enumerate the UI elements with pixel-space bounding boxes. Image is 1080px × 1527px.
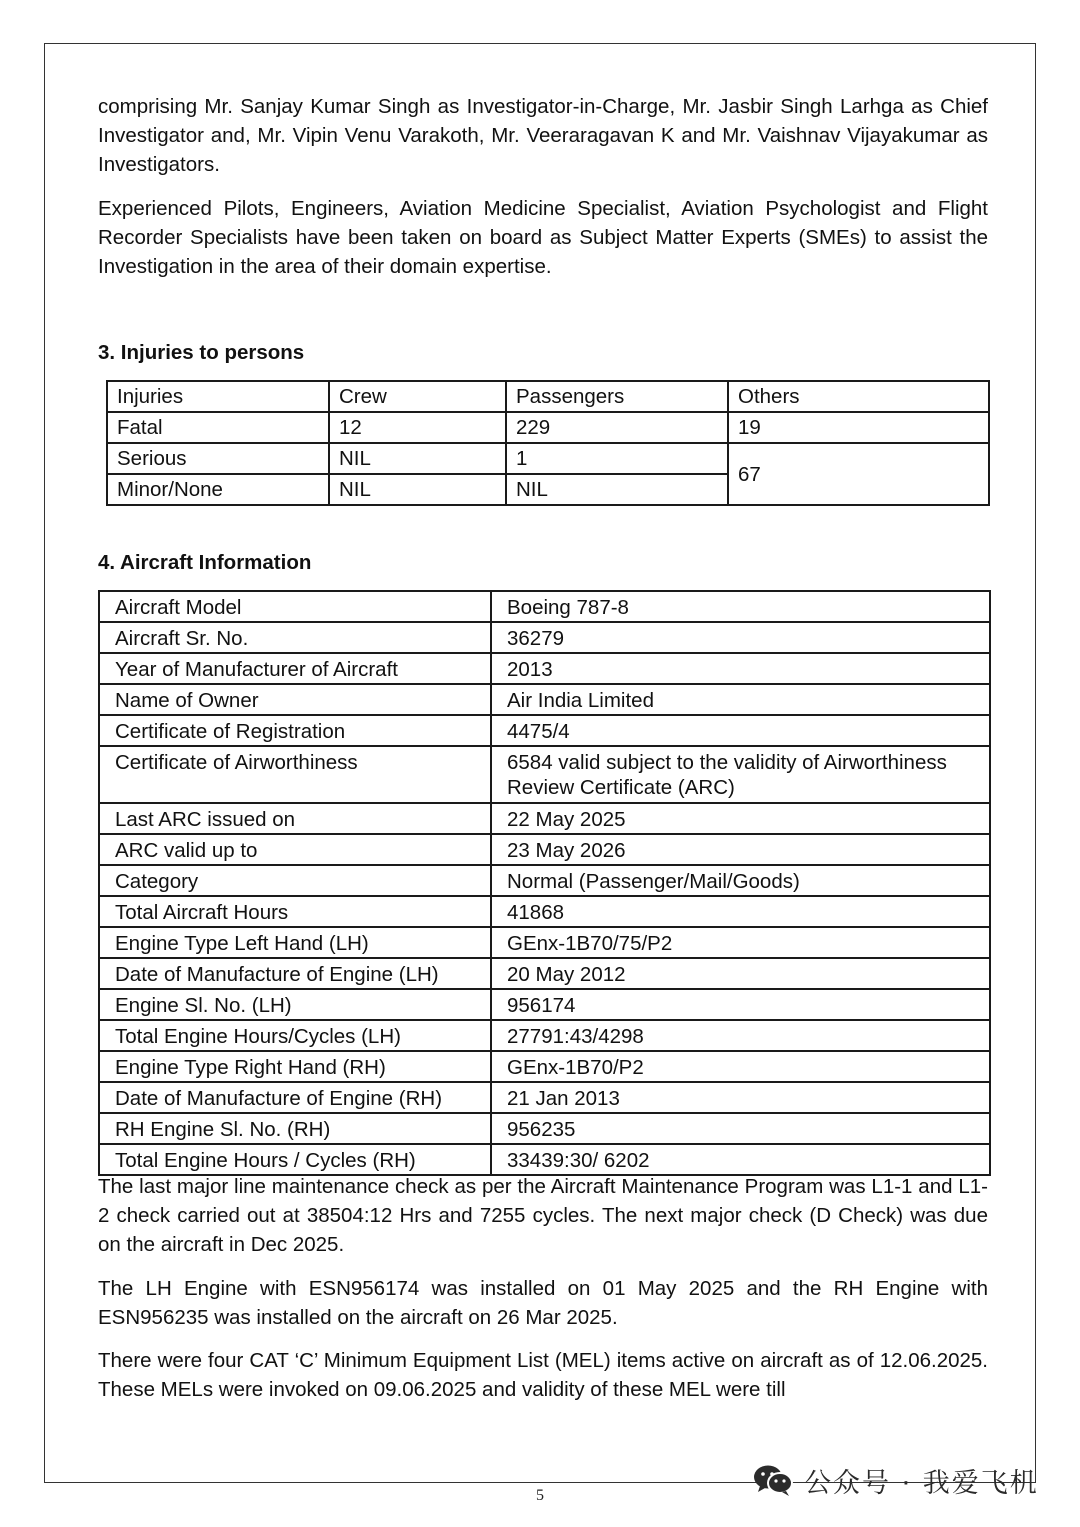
passengers-cell: 1	[506, 443, 728, 474]
table-row	[99, 591, 990, 622]
field-label: Total Aircraft Hours	[99, 896, 491, 927]
header-crew: Crew	[329, 381, 506, 412]
table-row	[99, 834, 990, 865]
row-label: Serious	[107, 443, 329, 474]
header-injuries: Injuries	[107, 381, 329, 412]
passengers-cell: NIL	[506, 474, 728, 505]
field-value: Air India Limited	[491, 684, 990, 715]
table-row	[99, 1051, 990, 1082]
field-value: 41868	[491, 896, 990, 927]
field-label: Engine Type Right Hand (RH)	[99, 1051, 491, 1082]
field-label: Total Engine Hours / Cycles (RH)	[99, 1144, 491, 1175]
field-label: Certificate of Airworthiness	[99, 746, 491, 803]
field-value: 22 May 2025	[491, 803, 990, 834]
field-label: ARC valid up to	[99, 834, 491, 865]
field-value: 956174	[491, 989, 990, 1020]
intro-paragraph-2: Experienced Pilots, Engineers, Aviation Medicine Specialist, Aviation Psychologist and Flight Recorder Specialists have been taken on board as Subject Matter Experts (SMEs) to assist the Investigation in the area of their domain expertise.	[98, 197, 988, 278]
field-value: 2013	[491, 653, 990, 684]
table-row	[99, 746, 990, 803]
field-label: Name of Owner	[99, 684, 491, 715]
field-value: 4475/4	[491, 715, 990, 746]
header-others: Others	[728, 381, 989, 412]
field-value: 36279	[491, 622, 990, 653]
header-passengers: Passengers	[506, 381, 728, 412]
injuries-table	[106, 380, 990, 506]
field-label: Date of Manufacture of Engine (RH)	[99, 1082, 491, 1113]
field-value: Boeing 787-8	[491, 591, 990, 622]
table-row	[107, 443, 989, 474]
aircraft-info-table	[98, 590, 991, 1176]
table-row	[99, 715, 990, 746]
row-label: Fatal	[107, 412, 329, 443]
field-value: Normal (Passenger/Mail/Goods)	[491, 865, 990, 896]
field-label: Year of Manufacturer of Aircraft	[99, 653, 491, 684]
field-label: Engine Sl. No. (LH)	[99, 989, 491, 1020]
aircraft-heading: 4. Aircraft Information	[98, 551, 312, 574]
table-row	[99, 927, 990, 958]
table-row	[107, 412, 989, 443]
table-row	[99, 1020, 990, 1051]
watermark-text: 公众号 · 我爱飞机	[804, 1467, 1039, 1499]
passengers-cell: 229	[506, 412, 728, 443]
field-value: 20 May 2012	[491, 958, 990, 989]
row-label: Minor/None	[107, 474, 329, 505]
table-row	[99, 896, 990, 927]
maintenance-paragraph: The last major line maintenance check as per the Aircraft Maintenance Program was L1-1 and L1-2 check carried out at 38504:12 Hrs and 7255 cycles. The next major check (D Check) was due on the aircraft in Dec 2025.	[98, 1175, 988, 1256]
field-label: Certificate of Registration	[99, 715, 491, 746]
mel-paragraph: There were four CAT ‘C’ Minimum Equipment List (MEL) items active on aircraft as of 12.06.2025. These MELs were invoked on 09.06.2025 and validity of these MEL were till	[98, 1349, 988, 1401]
engine-install-paragraph: The LH Engine with ESN956174 was installed on 01 May 2025 and the RH Engine with ESN956235 was installed on the aircraft on 26 Mar 2025.	[98, 1277, 988, 1329]
table-row	[99, 1082, 990, 1113]
field-value: 27791:43/4298	[491, 1020, 990, 1051]
field-label: Aircraft Model	[99, 591, 491, 622]
table-row	[99, 684, 990, 715]
table-row	[99, 958, 990, 989]
page-number: 5	[536, 1487, 544, 1504]
field-value: 23 May 2026	[491, 834, 990, 865]
others-cell: 19	[728, 412, 989, 443]
crew-cell: 12	[329, 412, 506, 443]
field-label: Aircraft Sr. No.	[99, 622, 491, 653]
table-row	[99, 803, 990, 834]
table-row	[107, 381, 989, 412]
field-label: Engine Type Left Hand (LH)	[99, 927, 491, 958]
table-row	[99, 1144, 990, 1175]
field-label: Last ARC issued on	[99, 803, 491, 834]
table-row	[99, 865, 990, 896]
crew-cell: NIL	[329, 474, 506, 505]
field-value: GEnx-1B70/75/P2	[491, 927, 990, 958]
field-label: Total Engine Hours/Cycles (LH)	[99, 1020, 491, 1051]
field-value: 956235	[491, 1113, 990, 1144]
field-value: 21 Jan 2013	[491, 1082, 990, 1113]
table-row	[99, 1113, 990, 1144]
table-row	[99, 989, 990, 1020]
field-label: Date of Manufacture of Engine (LH)	[99, 958, 491, 989]
crew-cell: NIL	[329, 443, 506, 474]
field-value: GEnx-1B70/P2	[491, 1051, 990, 1082]
field-value: 6584 valid subject to the validity of Airworthiness Review Certificate (ARC)	[491, 746, 990, 803]
field-label: Category	[99, 865, 491, 896]
field-label: RH Engine Sl. No. (RH)	[99, 1113, 491, 1144]
intro-paragraph-1: comprising Mr. Sanjay Kumar Singh as Investigator-in-Charge, Mr. Jasbir Singh Larhga as Chief Investigator and, Mr. Vipin Venu Varakoth, Mr. Veeraragavan K and Mr. Vaishnav Vijayakumar as Investigators.	[98, 95, 988, 176]
table-row	[99, 622, 990, 653]
injuries-heading: 3. Injuries to persons	[98, 341, 305, 364]
table-row	[99, 653, 990, 684]
field-value: 33439:30/ 6202	[491, 1144, 990, 1175]
others-cell: 67	[728, 443, 989, 505]
